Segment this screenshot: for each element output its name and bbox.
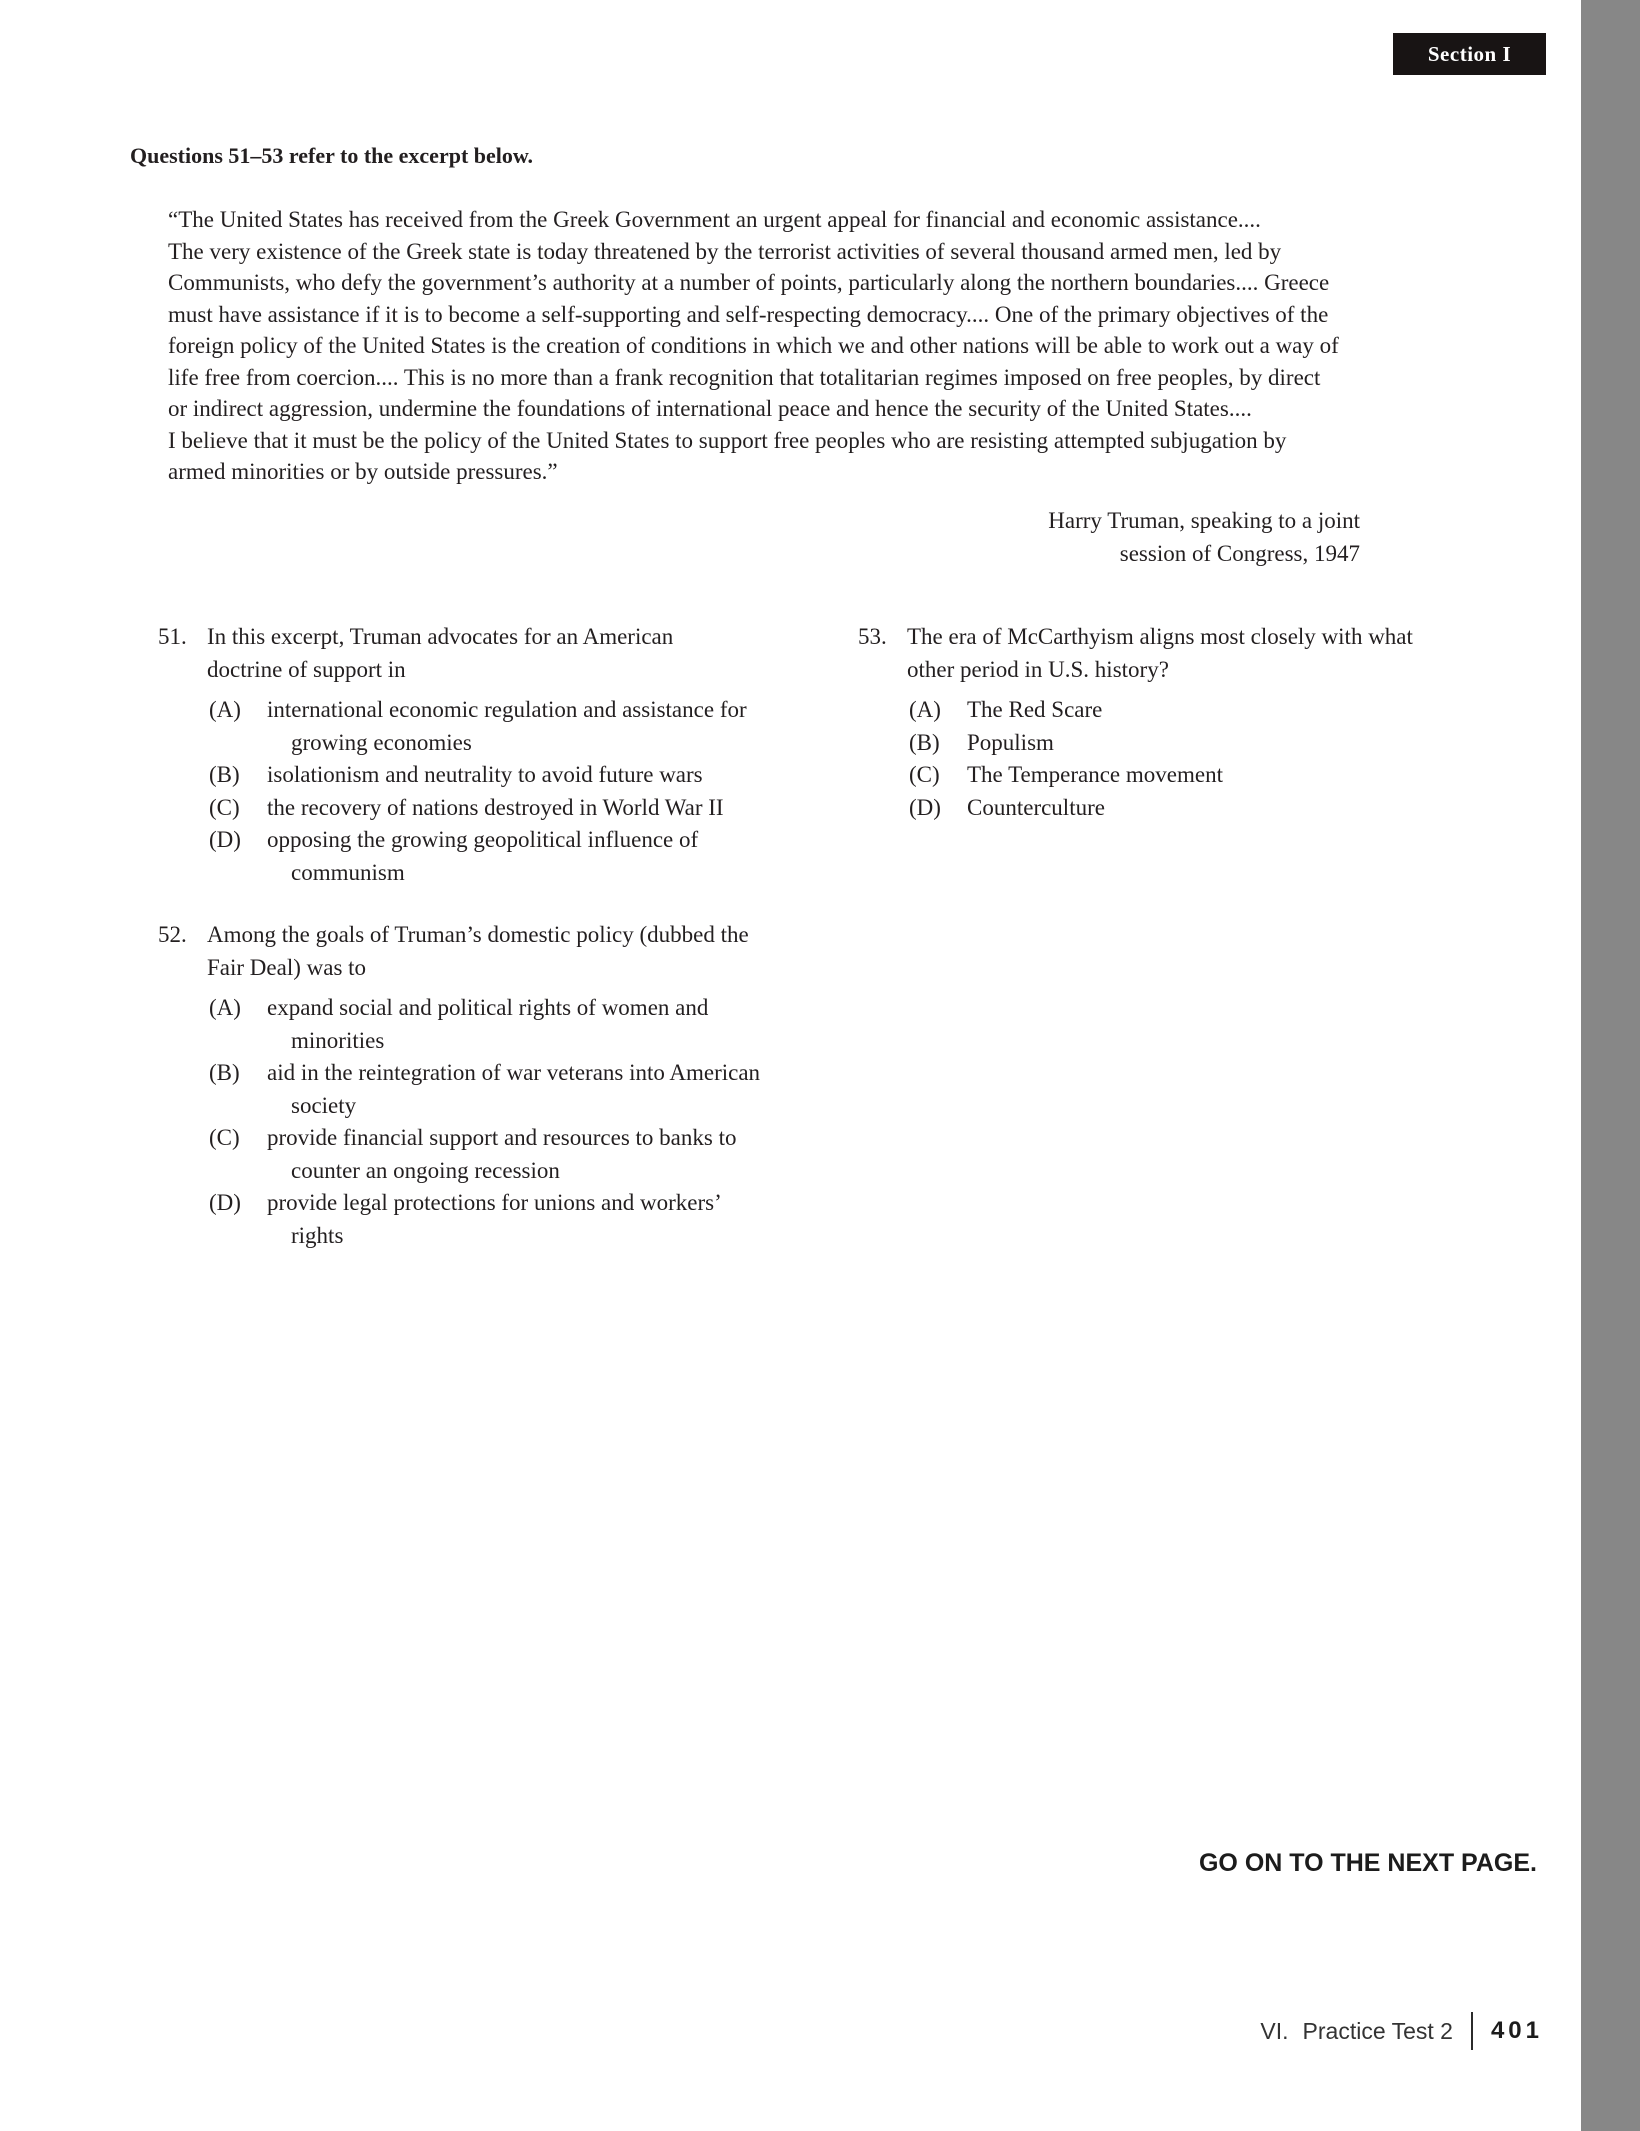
option-text-line: expand social and political rights of women and (267, 995, 709, 1020)
option-row (158, 694, 747, 759)
option-letter: (B) (209, 1060, 240, 1085)
option-text-line: opposing the growing geopolitical influence of (267, 827, 699, 852)
option-text-line: aid in the reintegration of war veterans into American (267, 1060, 761, 1085)
section-badge-label: Section I (1427, 41, 1512, 66)
question-53 (858, 621, 1413, 824)
option-row (158, 792, 747, 825)
option-text-line: the recovery of nations destroyed in World War II (267, 794, 724, 820)
question-options (858, 694, 1413, 824)
question-stem-line: other period in U.S. history? (907, 656, 1169, 682)
question-number: 53. (858, 624, 887, 649)
question-number: 51. (158, 624, 187, 649)
excerpt-line: The very existence of the Greek state is today threatened by the terrorist activities of several thousand armed men, led by (168, 238, 1282, 264)
option-text-line: minorities (291, 1027, 385, 1053)
option-letter: (B) (909, 729, 940, 755)
option-text-line: communism (291, 859, 405, 885)
option-letter: (C) (209, 794, 240, 820)
attribution-line: Harry Truman, speaking to a joint (1048, 508, 1360, 533)
excerpt-line: Communists, who defy the government’s authority at a number of points, particularly along the northern boundaries.... Greece (168, 270, 1330, 295)
option-text-line: Counterculture (967, 794, 1105, 820)
option-row (158, 1187, 760, 1252)
excerpt-line: “The United States has received from the Greek Government an urgent appeal for financial and economic assistance.... (168, 207, 1261, 232)
question-51 (158, 621, 747, 889)
option-letter: (D) (209, 827, 241, 852)
option-row (158, 992, 760, 1057)
excerpt-line: or indirect aggression, undermine the foundations of international peace and hence the security of the United States.... (168, 396, 1252, 421)
footer-section-numeral: VI. (1260, 2017, 1289, 2044)
option-text-line: provide financial support and resources to banks to (267, 1125, 737, 1150)
option-letter: (A) (909, 697, 941, 722)
option-row (858, 759, 1413, 792)
question-stem-line: The era of McCarthyism aligns most closely with what (907, 624, 1413, 649)
go-on-instruction: GO ON TO THE NEXT PAGE. (1198, 1849, 1537, 1877)
option-text-line: growing economies (291, 729, 472, 755)
attribution (1048, 505, 1360, 570)
question-stem (158, 919, 760, 984)
option-letter: (C) (209, 1125, 240, 1150)
question-stem-line: Fair Deal) was to (207, 954, 367, 980)
option-text-line: The Red Scare (967, 697, 1103, 722)
option-row (858, 694, 1413, 727)
option-row (158, 759, 747, 792)
option-row (858, 727, 1413, 760)
option-row (858, 792, 1413, 825)
question-options (158, 694, 747, 889)
excerpt-line: armed minorities or by outside pressures.” (168, 459, 558, 484)
question-stem-line: doctrine of support in (207, 656, 406, 682)
excerpt (168, 204, 1339, 488)
excerpt-line: life free from coercion.... This is no more than a frank recognition that totalitarian regimes imposed on free peoples, by direct (168, 364, 1321, 390)
option-text-line: international economic regulation and assistance for (267, 697, 747, 722)
question-stem-line: In this excerpt, Truman advocates for an American (207, 624, 674, 649)
option-letter: (A) (209, 697, 241, 722)
option-letter: (D) (209, 1190, 241, 1215)
option-letter: (D) (909, 794, 941, 820)
option-letter: (C) (909, 762, 940, 787)
attribution-line: session of Congress, 1947 (1119, 540, 1360, 566)
option-text-line: rights (291, 1222, 344, 1248)
question-number: 52. (158, 922, 187, 947)
footer-title: Practice Test 2 (1302, 2017, 1453, 2044)
option-text-line: isolationism and neutrality to avoid future wars (267, 762, 703, 787)
excerpt-line: I believe that it must be the policy of the United States to support free peoples who are resisting attempted subjugation by (168, 427, 1287, 453)
question-stem (158, 621, 747, 686)
directions-header: Questions 51–53 refer to the excerpt below. (130, 143, 534, 168)
page-edge-bar (1581, 0, 1640, 2131)
option-text-line: The Temperance movement (967, 762, 1223, 787)
section-badge (1393, 33, 1546, 75)
question-stem-line: Among the goals of Truman’s domestic policy (dubbed the (207, 922, 749, 947)
question-stem (858, 621, 1413, 686)
option-text-line: society (291, 1092, 357, 1118)
footer-page-number: 401 (1490, 2017, 1543, 2044)
option-text-line: Populism (967, 729, 1054, 755)
question-52 (158, 919, 760, 1252)
option-row (158, 824, 747, 889)
option-text-line: provide legal protections for unions and workers’ (267, 1190, 722, 1215)
option-text-line: counter an ongoing recession (291, 1157, 560, 1183)
option-letter: (A) (209, 995, 241, 1020)
option-row (158, 1057, 760, 1122)
excerpt-line: foreign policy of the United States is the creation of conditions in which we and other nations will be able to work out a way of (168, 333, 1339, 358)
option-letter: (B) (209, 762, 240, 787)
page-footer (1260, 2012, 1543, 2050)
footer-divider (1471, 2012, 1473, 2050)
question-options (158, 992, 760, 1252)
excerpt-line: must have assistance if it is to become a self-supporting and self-respecting democracy.... One of the primary objectives of the (168, 301, 1329, 327)
option-row (158, 1122, 760, 1187)
